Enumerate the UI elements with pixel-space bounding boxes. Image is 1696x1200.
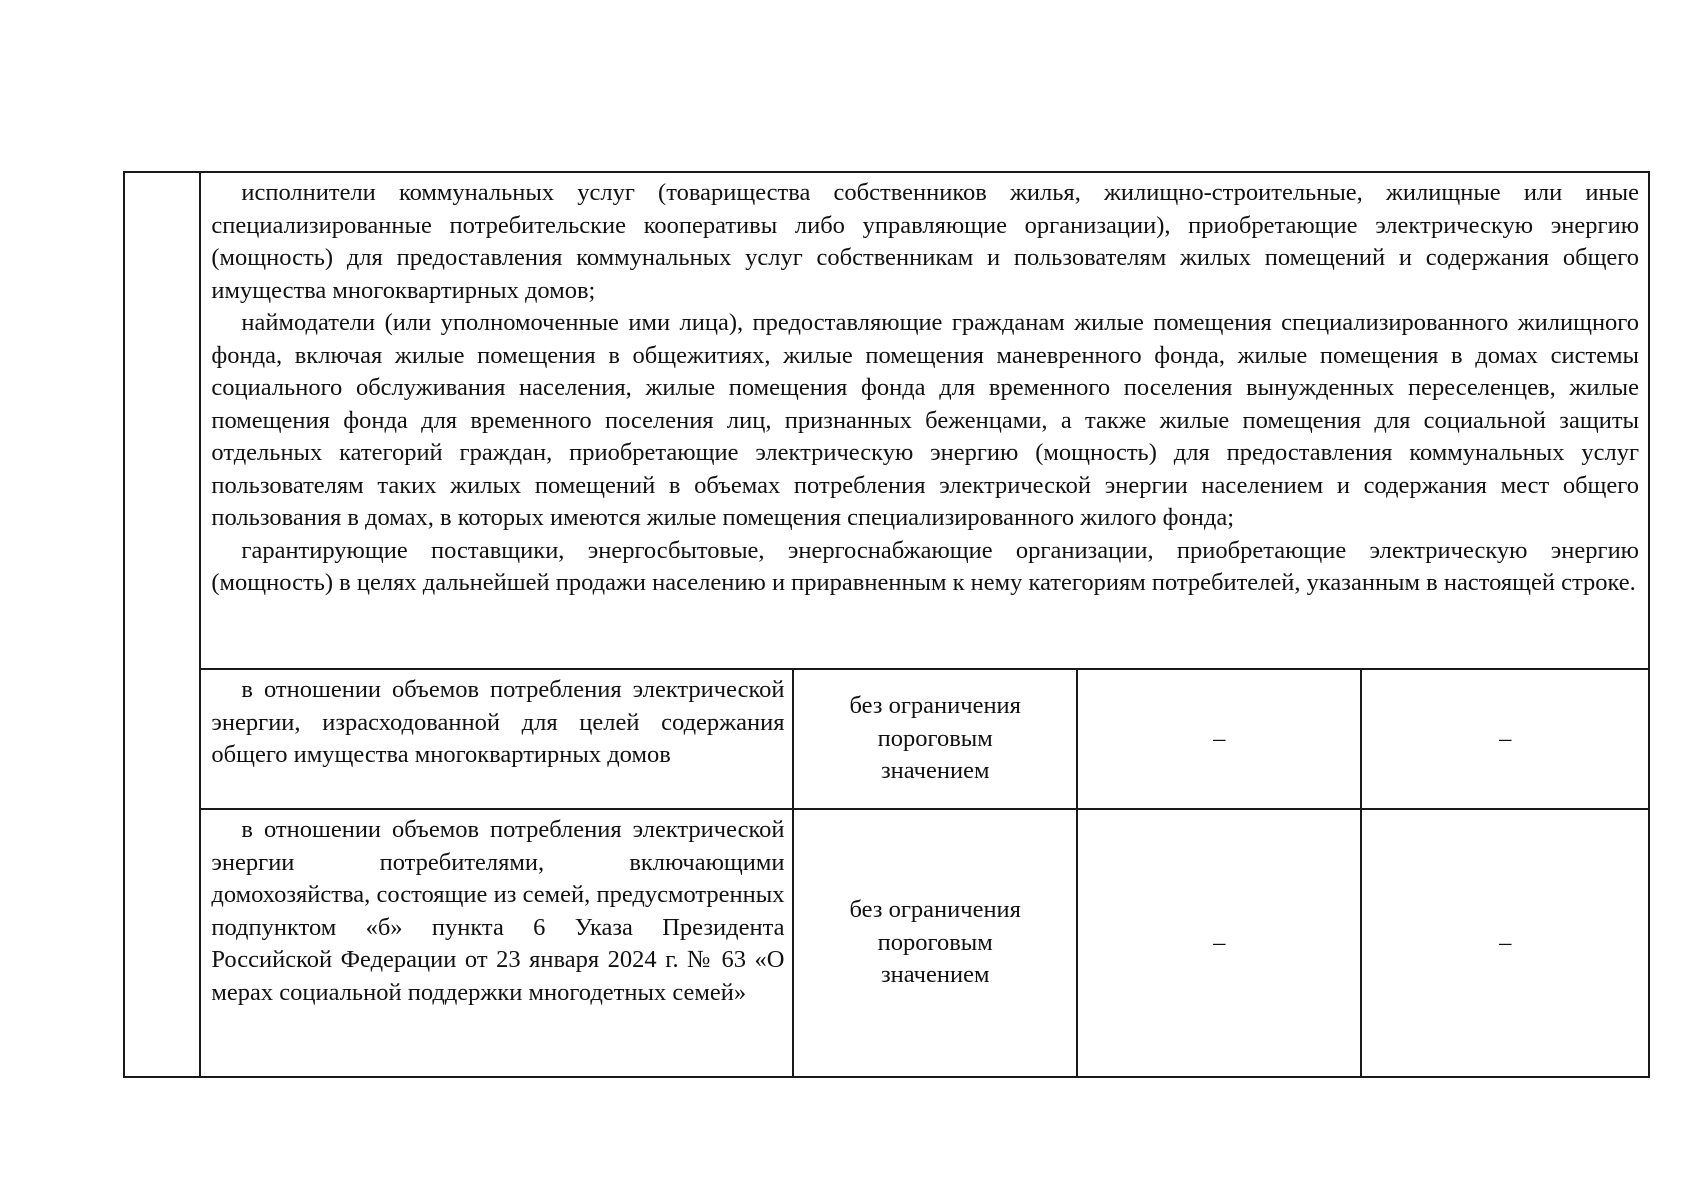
row-description-cell: [200, 809, 793, 1077]
limit-cell: [793, 669, 1076, 809]
limit-cell: [793, 809, 1076, 1077]
limit-text: без ограничения пороговым значением: [849, 692, 1021, 785]
value-cell-2: –: [1361, 809, 1649, 1077]
row-description-cell: [200, 669, 793, 809]
table-row: [124, 669, 1649, 809]
paragraph-utility-providers: исполнители коммунальных услуг (товарищества собственников жилья, жилищно-строительные, жилищные или иные специализированные потребительские кооперативы либо управляющие организации), приобретающие электрическую энергию (мощность) для предоставления коммунальных услуг собственникам и пользователям жилых помещений и содержания общего имущества многоквартирных домов;: [211, 179, 1639, 304]
paragraph-landlords: наймодатели (или уполномоченные ими лица), предоставляющие гражданам жилые помещения специализированного жилищного фонда, включая жилые помещения в общежитиях, жилые помещения маневренного фонда, жилые помещения в домах системы социального обслуживания населения, жилые помещения фонда для временного поселения вынужденных переселенцев, жилые помещения фонда для временного поселения лиц, признанных беженцами, а также жилые помещения для социальной защиты отдельных категорий граждан, приобретающие электрическую энергию (мощность) для предоставления коммунальных услуг пользователям таких жилых помещений в объемах потребления электрической энергии населением и содержания мест общего пользования в домах, в которых имеются жилые помещения специализированного жилого фонда;: [211, 309, 1639, 531]
intro-row: [124, 172, 1649, 669]
document-table: [123, 171, 1650, 1078]
value-cell-1: –: [1077, 669, 1361, 809]
limit-text: без ограничения пороговым значением: [849, 896, 1021, 989]
paragraph-suppliers: гарантирующие поставщики, энергосбытовые, энергоснабжающие организации, приобретающие электрическую энергию (мощность) в целях дальнейшей продажи населению и приравненным к нему категориям потребителей, указанным в настоящей строке.: [211, 536, 1639, 596]
value-cell-1: –: [1077, 809, 1361, 1077]
table-row: [124, 809, 1649, 1077]
value-cell-2: –: [1361, 669, 1649, 809]
consumer-categories-cell: [200, 172, 1649, 669]
row-number-cell: [124, 172, 200, 1077]
row-description: в отношении объемов потребления электрической энергии потребителями, включающими домохозяйства, состоящие из семей, предусмотренных подпунктом «б» пункта 6 Указа Президента Российской Федерации от 23 января 2024 г. № 63 «О мерах социальной поддержки многодетных семей»: [211, 816, 785, 1006]
row-description: в отношении объемов потребления электрической энергии, израсходованной для целей содержания общего имущества многоквартирных домов: [211, 676, 785, 768]
